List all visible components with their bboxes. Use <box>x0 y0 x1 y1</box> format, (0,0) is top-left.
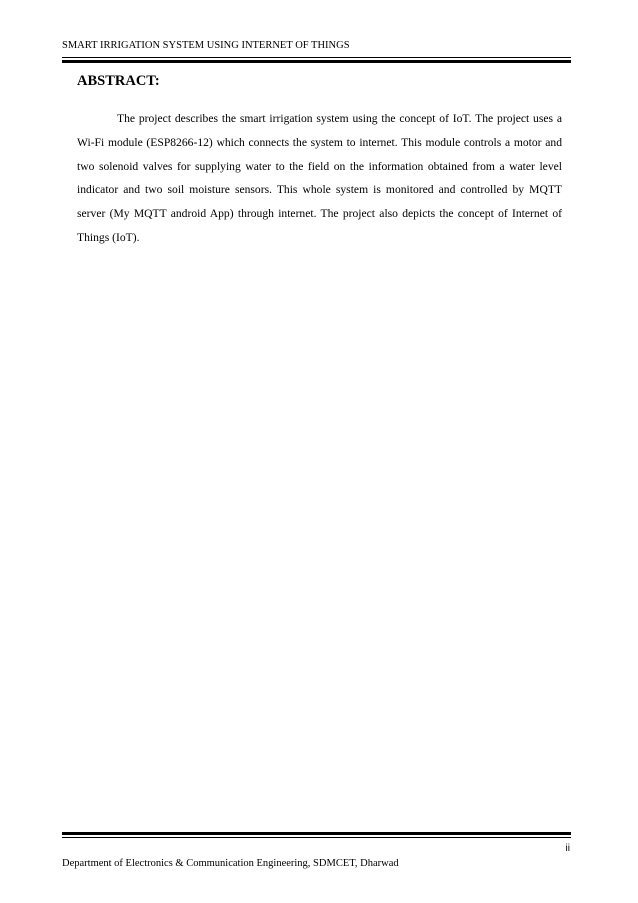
abstract-heading: ABSTRACT: <box>77 73 160 89</box>
header-rule-thin <box>62 57 571 58</box>
footer-rule-thick <box>62 832 571 835</box>
header-rule-thick <box>62 60 571 63</box>
footer-rule-thin <box>62 837 571 838</box>
footer-department: Department of Electronics & Communication Engineering, SDMCET, Dharwad <box>62 858 399 869</box>
page-number: ii <box>565 843 570 854</box>
abstract-paragraph: The project describes the smart irrigation system using the concept of IoT. The project uses a Wi-Fi module (ESP8266-12) which connects the system to internet. This module controls a motor and two solenoid valves for supplying water to the field on the information obtained from a water level indicator and two soil moisture sensors. This whole system is monitored and controlled by MQTT server (My MQTT android App) through internet. The project also depicts the concept of Internet of Things (IoT). <box>77 112 562 244</box>
running-header-title: SMART IRRIGATION SYSTEM USING INTERNET OF THINGS <box>62 40 350 51</box>
